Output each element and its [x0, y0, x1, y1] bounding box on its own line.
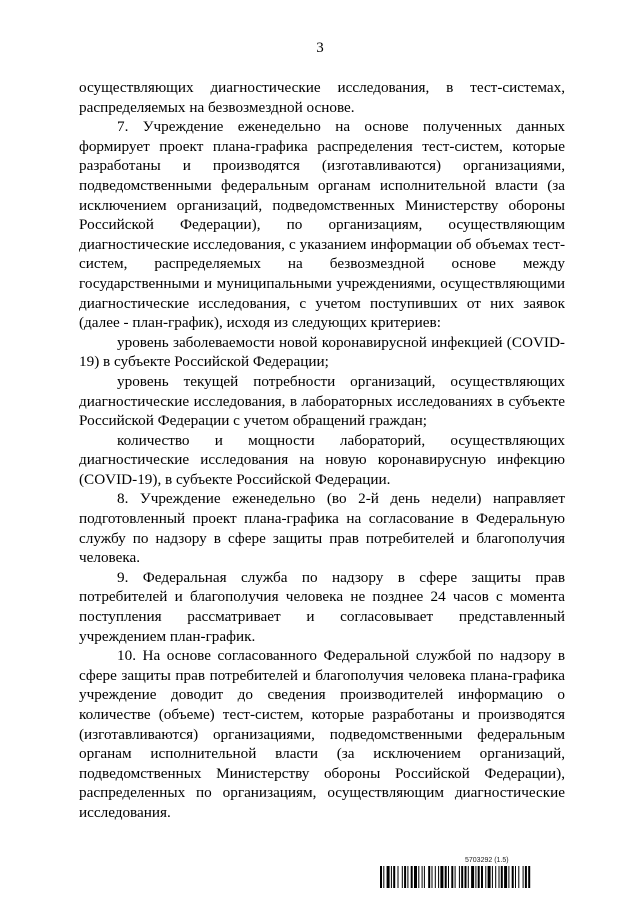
barcode-icon: [380, 866, 588, 888]
criterion-demand: уровень текущей потребности организаций, осуществляющих диагностические исследования, в лабораторных исследованиях в субъекте Российской Федерации с учетом обращений граждан;: [79, 372, 565, 430]
page-number: 3: [316, 40, 324, 56]
body-text: [79, 78, 565, 823]
paragraph-item-8: 8. Учреждение еженедельно (во 2-й день недели) направляет подготовленный проект плана-графика на согласование в Федеральную службу по надзору в сфере защиты прав потребителей и благополучия человека.: [79, 490, 565, 567]
paragraph-item-9: 9. Федеральная служба по надзору в сфере защиты прав потребителей и благополучия человека не позднее 24 часов с момента поступления рассматривает и согласовывает представленный учреждением план-график.: [79, 568, 565, 645]
document-code: 5703292 (1.5): [465, 857, 509, 864]
criterion-incidence: уровень заболеваемости новой коронавирусной инфекцией (COVID-19) в субъекте Российской Федерации;: [79, 333, 565, 371]
paragraph-continuation: осуществляющих диагностические исследования, в тест-системах, распределяемых на безвозмездной основе.: [79, 79, 565, 116]
criterion-lab-capacity: количество и мощности лабораторий, осуществляющих диагностические исследования на новую коронавирусную инфекцию (COVID-19), в субъекте Российской Федерации.: [79, 431, 565, 488]
paragraph-item-7: 7. Учреждение еженедельно на основе полученных данных формирует проект плана-графика распределения тест-систем, которые разработаны и производятся (изготавливаются) организациями, подведомственными федеральным органам исполнительной власти (за исключением организаций, подведомственных Министерству обороны Российской Федерации), по организациям, осуществляющим диагностические исследования, с указанием информации об объемах тест-систем, распределяемых на безвозмездной основе между государственными и муниципальными учреждениями, осуществляющими диагностические исследования, с учетом поступивших от них заявок (далее - план-график), исходя из следующих критериев:: [79, 118, 565, 332]
paragraph-item-10: 10. На основе согласованного Федеральной службой по надзору в сфере защиты прав потребителей и благополучия человека плана-графика учреждение доводит до сведения производителей информацию о количестве (объеме) тест-систем, которые разработаны и производятся (изготавливаются) организациями, подведомственными федеральным органам исполнительной власти (за исключением организаций, подведомственных Министерству обороны Российской Федерации), распределенных по организациям, осуществляющим диагностические исследования.: [79, 647, 565, 821]
